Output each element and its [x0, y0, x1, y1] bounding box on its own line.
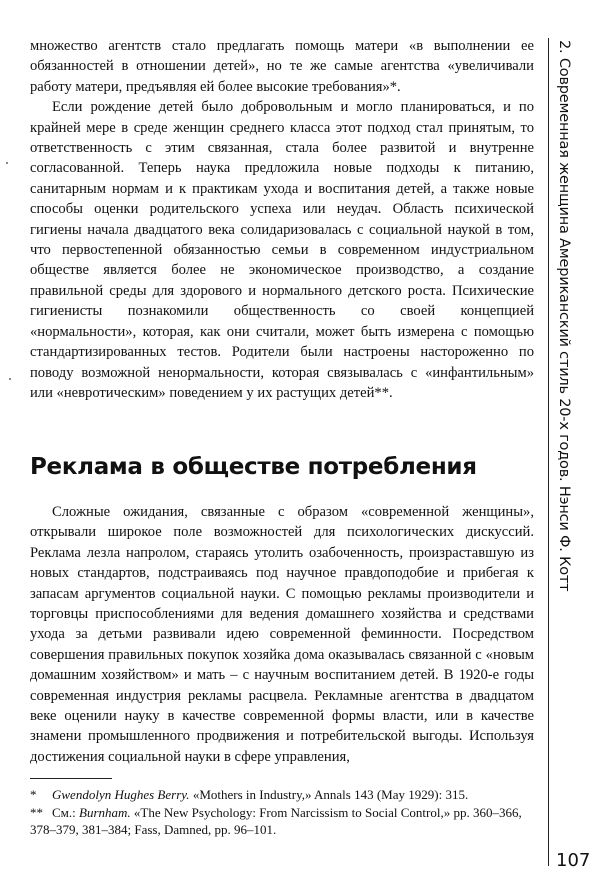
footnote-1-mark: * — [30, 787, 37, 802]
footnotes — [30, 786, 534, 839]
paragraph-3: Сложные ожидания, связанные с образом «современной женщины», открывали широкое поле возможностей для психологических дискуссий. Реклама лезла напролом, стараясь утолить озабоченность, произраставшую из новых стандартов, подстраиваясь под научное правдоподобие и прибегая к запасам аргументов социальной науки. С помощью рекламы производители и торговцы приспособлениями для ведения домашнего хозяйства и средствами ухода за детьми развивали идею современной феминности. Посредством совершения правильных покупок хозяйка дома оказывалась связанной с «новым домашним хозяйством» и мать – с научным воспитанием детей. В 1920-е годы современная индустрия рекламы расцвела. Рекламные агентства в двадцатом веке оценили науку в качестве современной формы власти, или в качестве знамени промышленного продвижения и потребительской выгоды. Используя достижения социальной науки в сфере управления, — [30, 504, 534, 765]
scan-speck — [9, 378, 11, 380]
running-head-text: 2. Современная женщина Американский стиль 20-х годов. Нэнси Ф. Котт — [556, 40, 572, 592]
footnote-1-author: Gwendolyn Hughes Berry. — [52, 787, 190, 802]
footnote-2-author: Burnham. — [79, 804, 131, 820]
footnote-1 — [30, 786, 534, 804]
main-text-lower — [30, 502, 534, 767]
main-text-upper — [30, 36, 534, 403]
footnote-2-mark: ** — [30, 804, 43, 820]
footnote-1-text: «Mothers in Industry,» Annals 143 (May 1929): 315. — [189, 787, 469, 802]
footnote-2-text: «The New Psychology: From Narcissism to Social Control,» pp. 360–366, 378–379, 381–384; Fass, Damned, pp. 96–101. — [30, 804, 522, 837]
footnote-2 — [30, 804, 534, 839]
paragraph-1: множество агентств стало предлагать помощь матери «в выполнении ее обязанностей в отношении детей», но те же самые агентства «увеличивали работу матери, предъявляя ей более высокие требования»*. — [30, 38, 534, 95]
margin-rule — [548, 38, 549, 866]
running-head — [556, 40, 580, 840]
footnote-rule — [30, 778, 112, 779]
page-number: 107 — [556, 850, 591, 871]
footnote-2-prefix: См.: — [52, 804, 80, 820]
paragraph-2: Если рождение детей было добровольным и могло планироваться, и по крайней мере в среде женщин среднего класса этот подход стал принятым, то ответственность с этим связанная, стала более развитой и внутренне согласованной. Теперь наука предложила новые подходы к питанию, санитарным нормам и к практикам ухода и воспитания детей, а также новые способы оценки родительского успеха или неудач. Область психической гигиены начала двадцатого века солидаризовалась с социальной наукой в том, что первостепенной обязанностью семьи в современном индустриальном обществе является более не экономическое производство, а создание правильной среды для здорового и нормального детского роста. Психические гигиенисты познакомили общественность со своей концепцией «нормальности», которая, как они считали, может быть измерена с помощью стандартизированных тестов. Родители были настроены настороженно по поводу возможной ненормальности, которая связывалась с «инфантильным» или «невротическим» поведением у их растущих детей**. — [30, 99, 534, 401]
scan-speck — [6, 162, 8, 164]
section-heading: Реклама в обществе потребления — [30, 454, 477, 480]
